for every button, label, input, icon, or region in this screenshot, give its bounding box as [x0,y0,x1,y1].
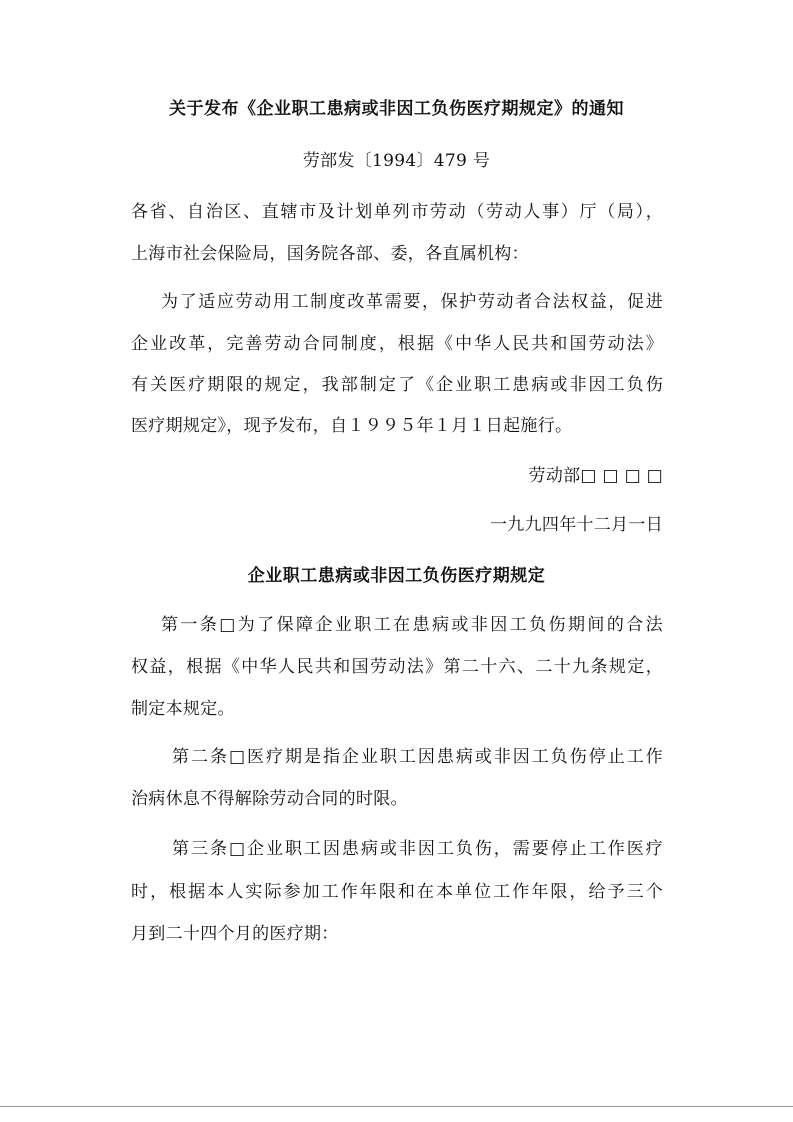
article3-line-3: 月到二十四个月的医疗期： [131,924,339,944]
notice-body-line-1: 为了适应劳动用工制度改革需要，保护劳动者合法权益，促进 [161,292,663,312]
notice-title: 关于发布《企业职工患病或非因工负伤医疗期规定》的通知 [169,99,624,119]
article3-line-2: 时，根据本人实际参加工作年限和在本单位工作年限，给予三个 [131,882,663,902]
issue-date: 一九九四年十二月一日 [490,515,663,535]
regulation-title: 企业职工患病或非因工负伤医疗期规定 [247,566,546,586]
notice-body-line-3: 有关医疗期限的规定，我部制定了《企业职工患病或非因工负伤 [131,375,663,395]
addressee-line-2: 上海市社会保险局，国务院各部、委，各直属机构： [131,244,529,264]
article1-line-2: 权益，根据《中华人民共和国劳动法》第二十六、二十九条规定， [131,657,663,677]
article3-line-1: 第三条□企业职工因患病或非因工负伤，需要停止工作医疗 [172,839,663,859]
article2-line-1: 第二条□医疗期是指企业职工因患病或非因工负伤停止工作 [172,747,663,767]
notice-body-line-2: 企业改革，完善劳动合同制度，根据《中华人民共和国劳动法》 [131,334,663,354]
page-bottom-divider [0,1106,793,1107]
article1-line-3: 制定本规定。 [131,699,235,719]
issuer: 劳动部□ □ □ □ [528,466,663,486]
doc-number: 劳部发〔1994〕479 号 [302,151,491,171]
article1-line-1: 第一条□为了保障企业职工在患病或非因工负伤期间的合法 [161,615,663,635]
article2-line-2: 治病休息不得解除劳动合同的时限。 [131,789,408,809]
addressee-line-1: 各省、自治区、直辖市及计划单列市劳动（劳动人事）厅（局）， [131,202,663,222]
notice-body-line-4: 医疗期规定》，现予发布，自１９９５年１月１日起施行。 [131,416,573,436]
